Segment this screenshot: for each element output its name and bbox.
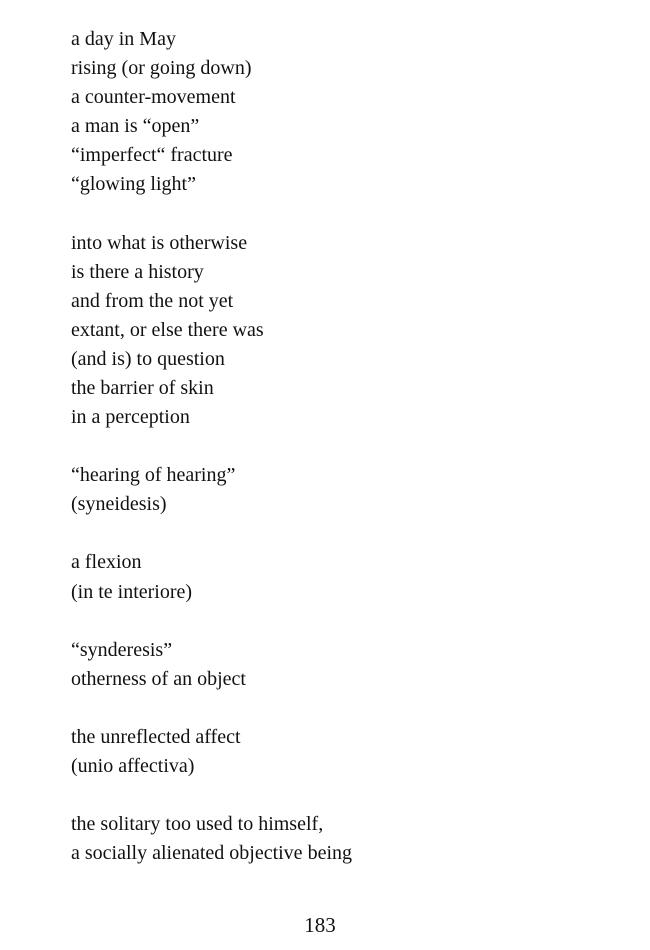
poem-body (71, 25, 591, 897)
stanza (71, 548, 591, 606)
poem-line: “glowing light” (71, 173, 196, 196)
poem-line: is there a history (71, 260, 204, 283)
poem-line: into what is otherwise (71, 231, 248, 254)
poem-line: (and is) to question (71, 347, 225, 370)
stanza (71, 229, 591, 433)
poem-line: “synderesis” (71, 638, 173, 661)
poem-line: “imperfect“ fracture (71, 144, 233, 167)
poem-line: (in te interiore) (71, 580, 193, 603)
poem-line: a day in May (71, 28, 176, 50)
poem-line: a man is “open” (71, 115, 200, 138)
poem-line: (unio affectiva) (71, 754, 195, 777)
poem-line: a counter-movement (71, 86, 236, 109)
poem-line: otherness of an object (71, 667, 246, 690)
poem-line: rising (or going down) (71, 57, 252, 80)
poem-line: the solitary too used to himself, (71, 812, 324, 835)
stanza (71, 723, 591, 781)
stanza (71, 461, 591, 519)
poem-line: the barrier of skin (71, 377, 214, 400)
poem-line: the unreflected affect (71, 725, 241, 748)
poem-line: extant, or else there was (71, 318, 264, 341)
poem-line: “hearing of hearing” (71, 464, 236, 487)
poem-line: a flexion (71, 551, 142, 574)
stanza (71, 810, 591, 868)
poem-line: (syneidesis) (71, 493, 167, 516)
stanza (71, 25, 591, 200)
poem-line: a socially alienated objective being (71, 842, 352, 865)
poem-line: in a perception (71, 406, 190, 429)
poem-line: and from the not yet (71, 289, 234, 312)
stanza (71, 636, 591, 694)
page-number (0, 910, 650, 940)
page-number-text: 183 (304, 913, 336, 937)
